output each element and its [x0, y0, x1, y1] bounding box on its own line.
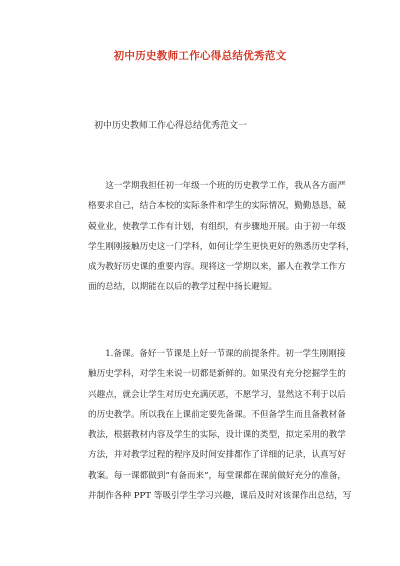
paragraph-lesson-prep [88, 344, 352, 506]
paragraph-line: 方法，并对教学过程的程序及时间安排都作了详细的记录，认真写好 [88, 450, 346, 461]
document-title: 初中历史教师工作心得总结优秀范文 [113, 50, 287, 62]
paragraph-line: 触历史学科，对学生来说一切都是新鲜的。如果没有充分挖掘学生的 [88, 369, 346, 380]
paragraph-line: 学生刚刚接触历史这一门学科，如何让学生更快更好的熟悉历史学科， [88, 241, 355, 252]
paragraph-line: 兴趣点，就会让学生对历史充满厌恶，不愿学习，显然这不利于以后 [88, 389, 346, 400]
paragraph-line: 1.备课。备好一节课是上好一节课的前提条件。初一学生刚刚接 [88, 349, 346, 359]
paragraph-line: 的历史教学。所以我在上课前定要先备课。不但备学生而且备教材备 [88, 409, 346, 420]
paragraph-line: 成为教好历史课的重要内容。现将这一学期以来，鄙人在教学工作方 [88, 262, 346, 273]
paragraph-line: 面的总结，以期能在以后的教学过程中扬长避短。 [88, 282, 278, 293]
paragraph-line: 教案。每一课都做到“有备而来”，每堂课都在课前做好充分的准备， [88, 470, 347, 481]
paragraph-intro [88, 176, 355, 298]
paragraph-line: 这一学期我担任初一年级一个班的历史教学工作，我从各方面严 [88, 181, 346, 191]
paragraph-line: 并制作各种 PPT 等吸引学生学习兴趣，课后及时对该课作出总结，写 [88, 491, 352, 502]
paragraph-line: 教法，根据教材内容及学生的实际，设计课的类型，拟定采用的教学 [88, 430, 346, 441]
paragraph-line: 格要求自己，结合本校的实际条件和学生的实际情况，勤勤恳恳，兢 [88, 201, 346, 212]
document-subtitle: 初中历史教师工作心得总结优秀范文一 [94, 121, 248, 131]
paragraph-line: 兢业业，使教学工作有计划，有组织，有步骤地开展。由于初一年级 [88, 221, 346, 232]
